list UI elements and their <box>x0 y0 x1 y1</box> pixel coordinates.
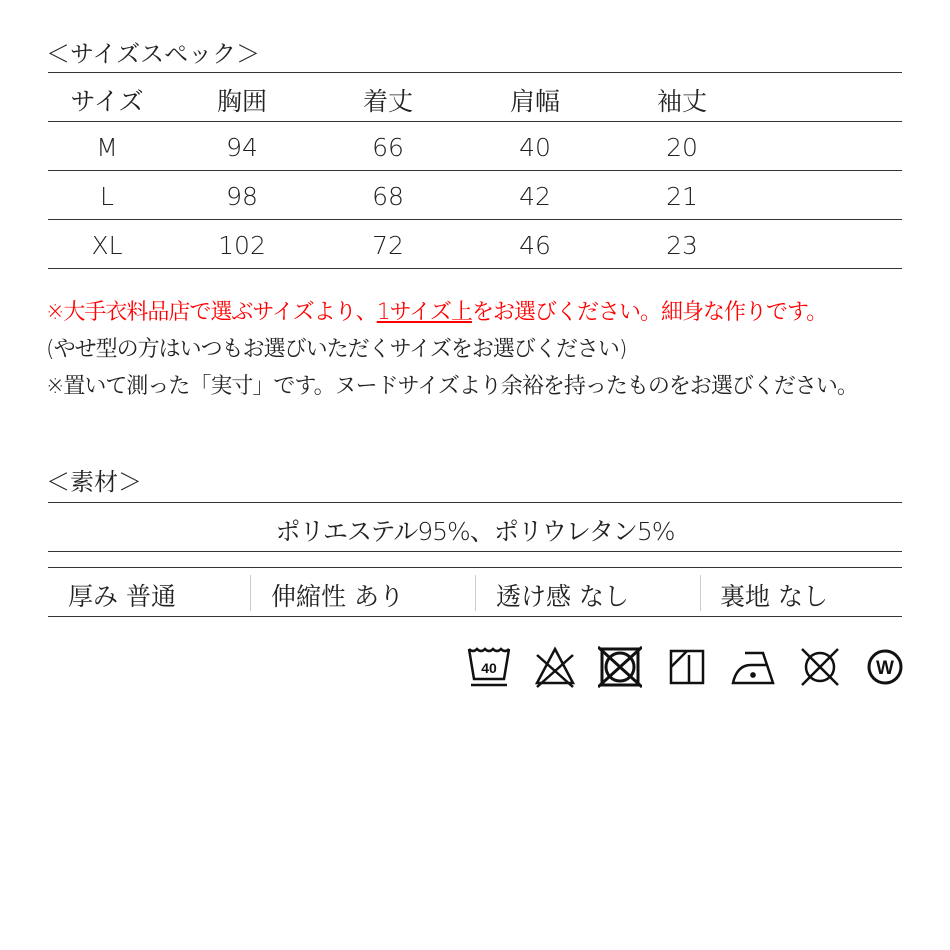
table-cell: 42 <box>519 182 551 211</box>
no-bleach-icon <box>533 645 577 689</box>
note-size-advice <box>46 295 827 326</box>
no-dry-clean-icon <box>798 645 842 689</box>
table-cell: 66 <box>372 133 404 162</box>
divider <box>48 616 902 617</box>
line-dry-shade-icon <box>665 645 709 689</box>
header-sleeve: 袖丈 <box>656 87 707 116</box>
table-cell: 98 <box>226 182 258 211</box>
property-label: 透け感 <box>496 582 572 611</box>
material-composition: ポリエステル95%、ポリウレタン5% <box>275 517 675 546</box>
divider <box>48 170 902 171</box>
divider <box>48 502 902 503</box>
table-cell: L <box>100 182 114 211</box>
note-text: ※大手衣料品店で選ぶサイズより、 <box>46 300 377 325</box>
note-measurement: ※置いて測った「実寸」です。ヌードサイズより余裕を持ったものをお選びください。 <box>46 374 858 399</box>
divider <box>48 121 902 122</box>
table-cell: 40 <box>519 133 551 162</box>
note-emphasis: 1サイズ上 <box>376 300 472 325</box>
wash-40-icon <box>467 645 511 689</box>
note-text: をお選びください。細身な作りです。 <box>471 300 828 325</box>
table-cell: 46 <box>519 231 551 260</box>
table-cell: 72 <box>372 231 404 260</box>
note-slim: (やせ型の方はいつもお選びいただくサイズをお選びください) <box>46 337 627 362</box>
property-thickness <box>68 577 176 613</box>
divider <box>250 575 251 611</box>
property-value: あり <box>353 582 404 611</box>
property-value: 普通 <box>125 582 176 611</box>
wet-clean-icon <box>863 645 907 689</box>
property-label: 伸縮性 <box>271 582 347 611</box>
header-shoulder: 肩幅 <box>509 87 560 116</box>
wash-temp: 40 <box>481 660 497 676</box>
divider <box>48 219 902 220</box>
table-cell: 102 <box>218 231 266 260</box>
property-lining <box>720 577 828 613</box>
property-value: なし <box>777 582 828 611</box>
size-spec-title: ＜サイズスペック＞ <box>46 40 261 68</box>
table-cell: XL <box>91 231 123 260</box>
divider <box>48 567 902 568</box>
header-size: サイズ <box>70 87 144 116</box>
table-cell: 23 <box>666 231 698 260</box>
property-stretch <box>271 577 404 613</box>
property-value: なし <box>578 582 629 611</box>
material-title: ＜素材＞ <box>46 468 142 496</box>
divider <box>48 268 902 269</box>
header-length: 着丈 <box>362 87 413 116</box>
divider <box>48 72 902 73</box>
wet-clean-label: W <box>876 658 894 679</box>
no-tumble-dry-icon <box>598 645 642 689</box>
property-label: 厚み <box>68 582 119 611</box>
divider <box>700 575 701 611</box>
table-cell: 20 <box>666 133 698 162</box>
table-cell: 94 <box>226 133 258 162</box>
property-sheerness <box>496 577 629 613</box>
table-cell: 21 <box>666 182 698 211</box>
property-label: 裏地 <box>720 582 771 611</box>
header-chest: 胸囲 <box>216 87 267 116</box>
divider <box>475 575 476 611</box>
divider <box>48 551 902 552</box>
iron-low-icon <box>731 645 775 689</box>
table-cell: M <box>96 133 118 162</box>
table-cell: 68 <box>372 182 404 211</box>
